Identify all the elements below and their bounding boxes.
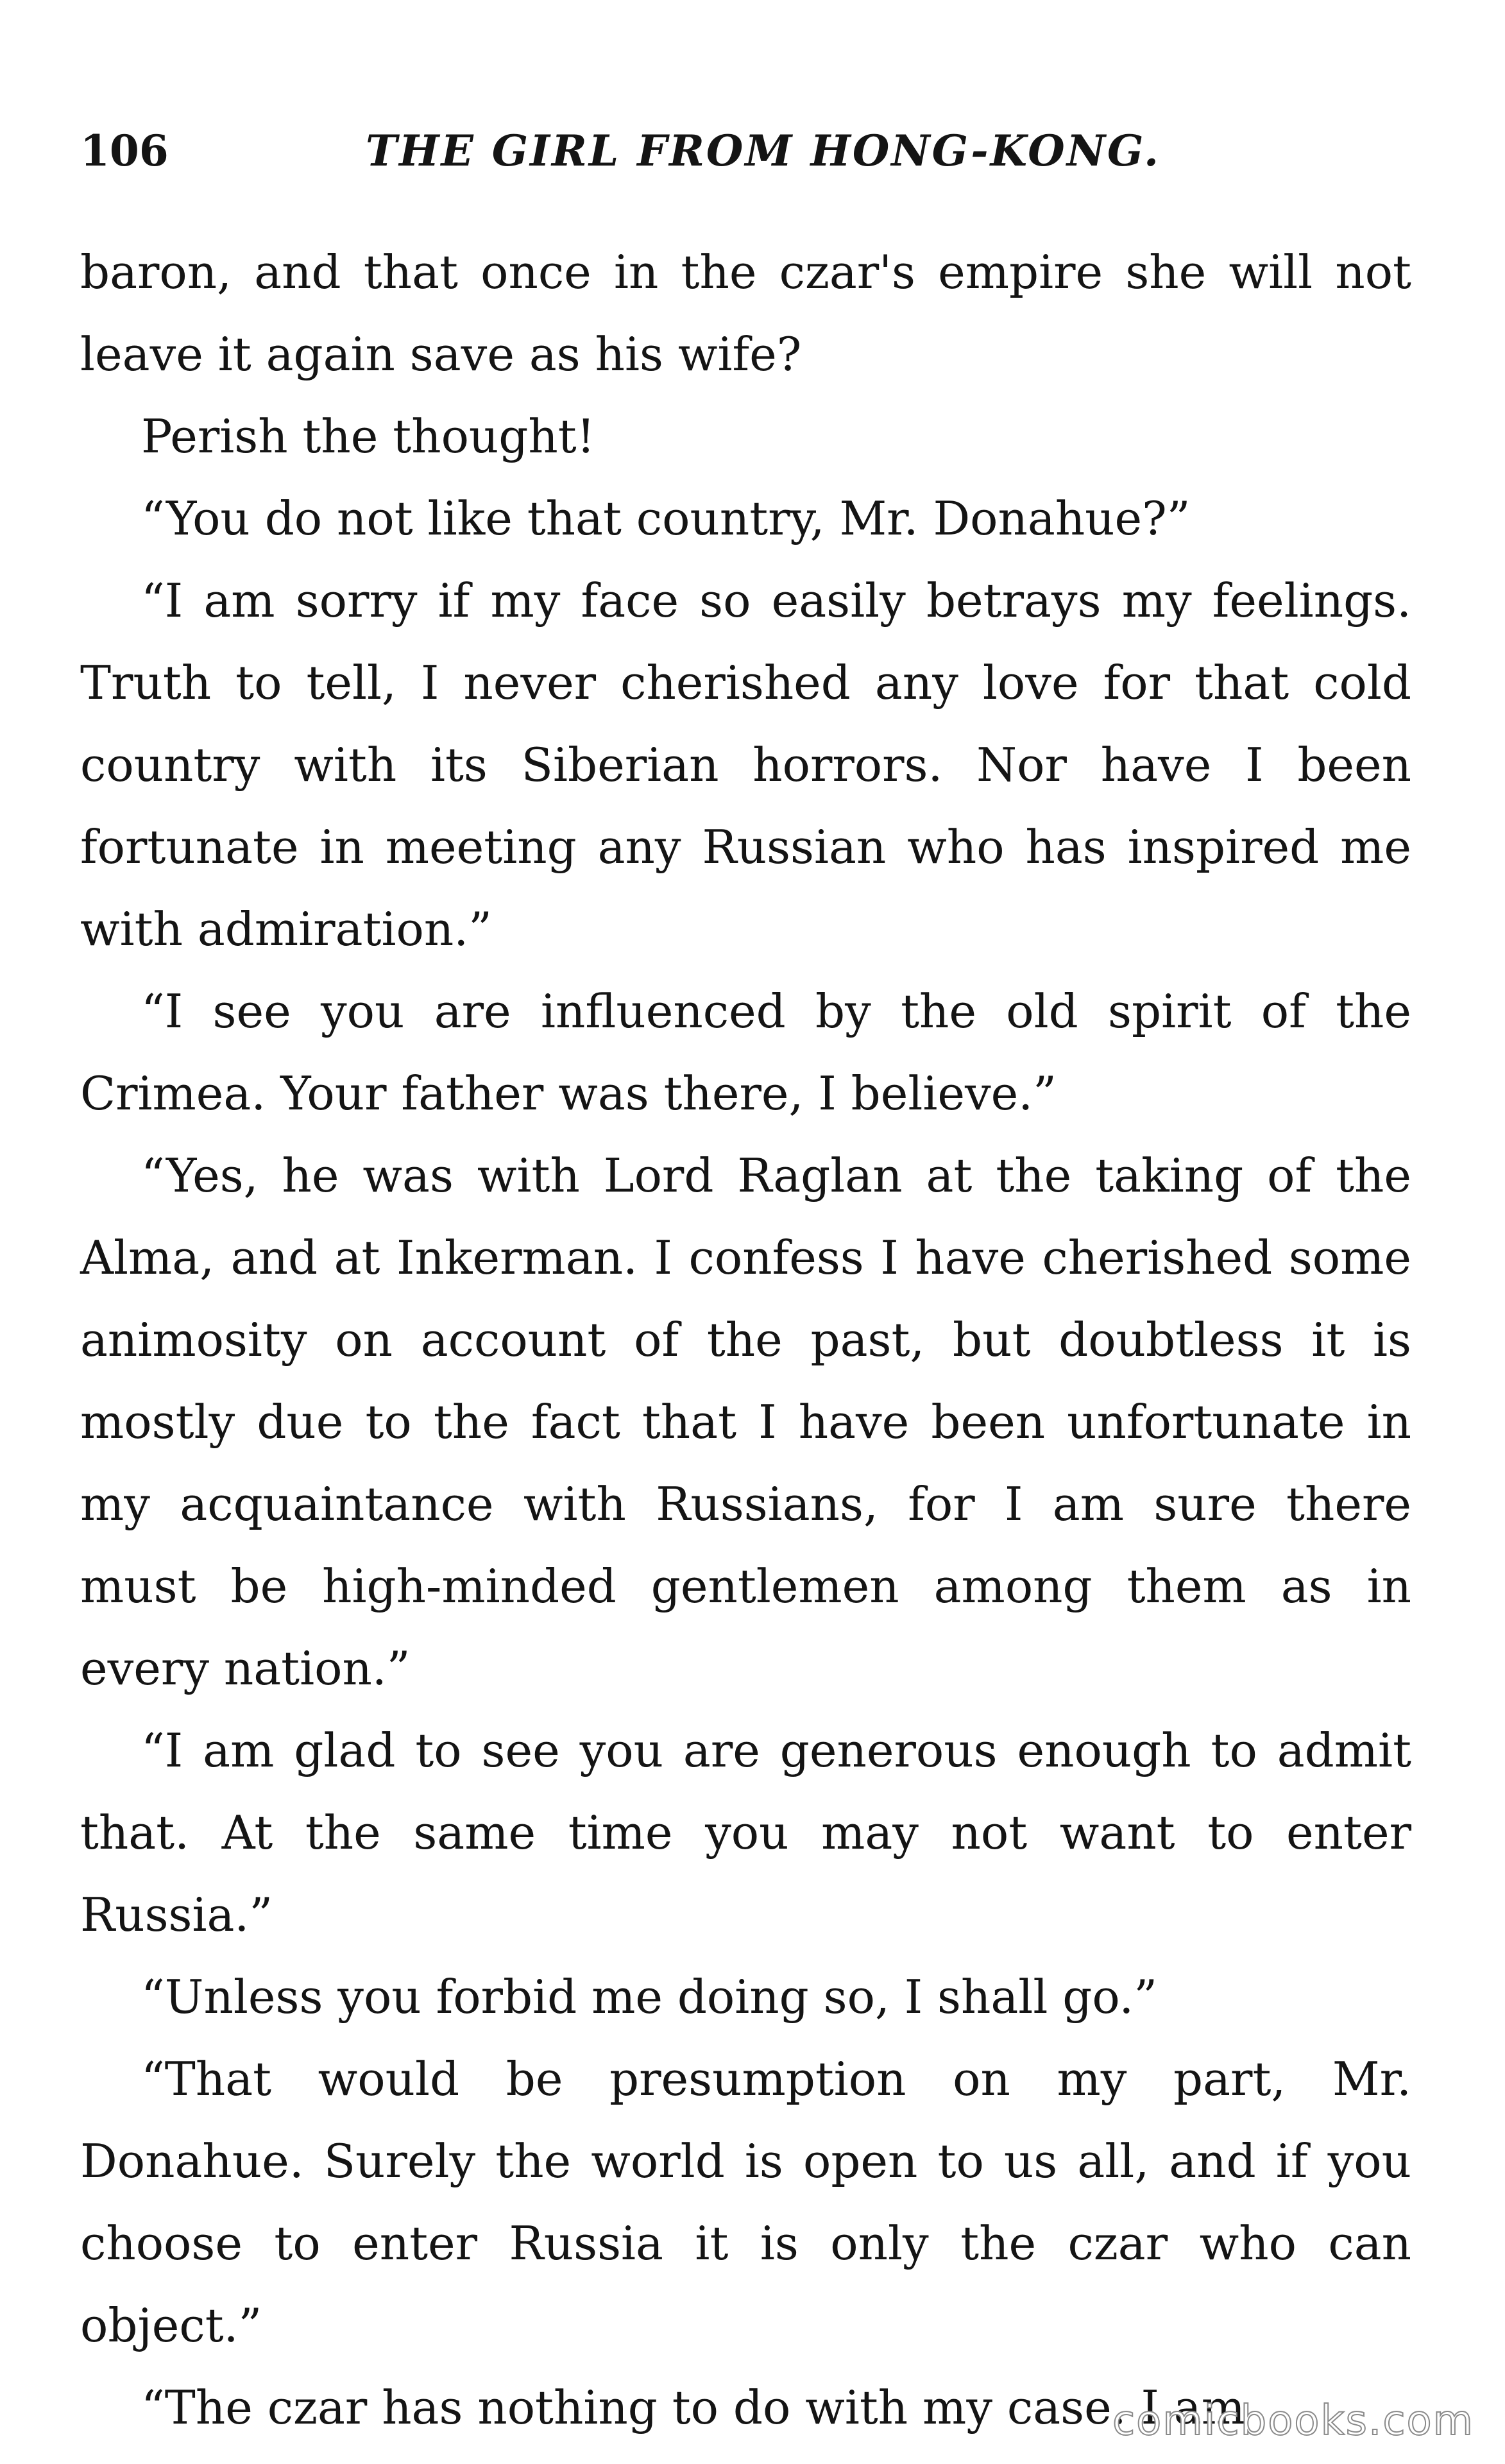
page-number: 106	[80, 126, 169, 176]
body-text	[80, 231, 1411, 2449]
paragraph: “That would be presumption on my part, Mr. Donahue. Surely the world is open to us all, and if you choose to enter Russia it is only the czar who can object.”	[80, 2052, 1411, 2352]
paragraph: “Yes, he was with Lord Raglan at the taking of the Alma, and at Inkerman. I confess I have cherished some animosity on account of the past, but doubtless it is mostly due to the fact that I have been unfortunate in my acquaintance with Russians, for I am sure there must be high-minded gentlemen among them as in every nation.”	[80, 1149, 1411, 1695]
paragraph: “The czar has nothing to do with my case. I am	[141, 2381, 1246, 2434]
paragraph: “I see you are influenced by the old spirit of the Crimea. Your father was there, I believe.”	[80, 984, 1411, 1120]
page-header	[80, 122, 1427, 180]
paragraph: “You do not like that country, Mr. Donahue?”	[141, 492, 1191, 545]
paragraph: Perish the thought!	[141, 409, 595, 463]
watermark: comicbooks.com	[1112, 2397, 1474, 2445]
running-title: THE GIRL FROM HONG-KONG.	[366, 126, 1161, 176]
paragraph: “I am sorry if my face so easily betrays my feelings. Truth to tell, I never cherished any love for that cold country with its Siberian horrors. Nor have I been fortunate in meeting any Russian who has inspired me with admiration.”	[80, 574, 1411, 956]
paragraph-continued: baron, and that once in the czar's empire she will not leave it again save as his wife?	[80, 245, 1411, 381]
paragraph: “I am glad to see you are generous enough to admit that. At the same time you may not want to enter Russia.”	[80, 1724, 1411, 1942]
paragraph: “Unless you forbid me doing so, I shall go.”	[141, 1970, 1158, 2024]
